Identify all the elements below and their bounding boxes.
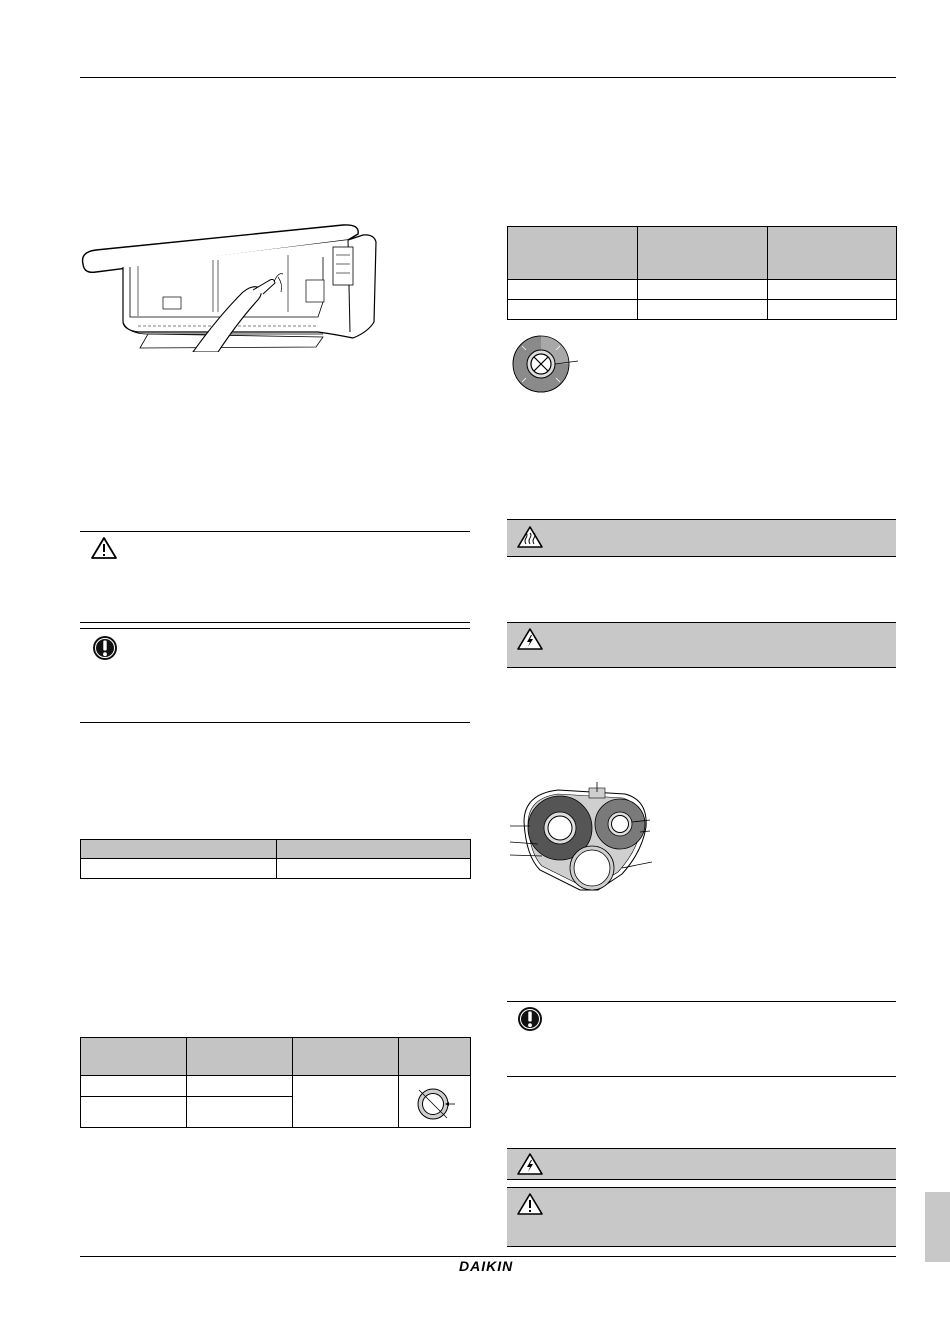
- exclamation-circle-icon: [517, 1006, 543, 1032]
- spec-table-3-cell: [508, 300, 638, 320]
- spec-table-2-cell: [187, 1097, 293, 1128]
- caution-box-bottom-rule: [80, 622, 470, 623]
- notice-box-bottom-rule: [80, 722, 470, 723]
- electric-shock-icon: [516, 1152, 544, 1176]
- spec-table-3-cell: [768, 280, 897, 300]
- spec-table-2-cell: [81, 1097, 187, 1128]
- spec-table-3-header-cell: [768, 227, 897, 280]
- notice-box-right-top-rule: [507, 1001, 896, 1002]
- spec-table-2-header-cell: [399, 1038, 471, 1076]
- pipe-bundle-illustration: [510, 782, 665, 897]
- notice-box-right-bottom-rule: [507, 1076, 896, 1077]
- spec-table-3-cell: [508, 280, 638, 300]
- warning-triangle-icon: [90, 536, 118, 560]
- daikin-logo: DAIKIN: [459, 1258, 514, 1274]
- spec-table-3-cell: [768, 300, 897, 320]
- exclamation-circle-icon: [92, 635, 118, 661]
- spec-table-2-cell: [187, 1076, 293, 1097]
- spec-table-2-icon-cell: [399, 1076, 471, 1128]
- spec-table-3-cell: [638, 280, 768, 300]
- spec-table-2: [80, 1037, 471, 1128]
- hot-surface-caution-band: [507, 519, 896, 557]
- electric-shock-band: [507, 1148, 896, 1180]
- electric-hazard-icon: [516, 627, 544, 651]
- hot-surface-icon: [516, 525, 544, 549]
- caution-box-divider: [126, 532, 127, 622]
- pipe-diameter-icon: [405, 1080, 465, 1126]
- spec-table-3-header-cell: [508, 227, 638, 280]
- chapter-side-tab: [925, 1192, 950, 1262]
- indoor-unit-illustration: [78, 222, 384, 352]
- spec-table-3-header-cell: [638, 227, 768, 280]
- spec-table-2-merged-cell: [293, 1076, 399, 1128]
- notice-box-top-rule: [80, 628, 470, 629]
- warning-triangle-icon: [516, 1192, 544, 1216]
- warning-band: [507, 1187, 896, 1247]
- electric-caution-band: [507, 622, 896, 668]
- caution-box-top-rule: [80, 531, 470, 532]
- spec-table-2-header-cell: [187, 1038, 293, 1076]
- spec-table-1-header-cell: [81, 840, 277, 859]
- spec-table-2-header-cell: [293, 1038, 399, 1076]
- spec-table-3-cell: [638, 300, 768, 320]
- spec-table-2-cell: [81, 1076, 187, 1097]
- spec-table-1-cell: [277, 859, 471, 879]
- footer-rule: [80, 1256, 896, 1257]
- spec-table-1: [80, 839, 471, 879]
- spec-table-3: [507, 226, 897, 320]
- spec-table-1-cell: [81, 859, 277, 879]
- spec-table-2-header-cell: [81, 1038, 187, 1076]
- spec-table-1-header-cell: [277, 840, 471, 859]
- header-rule: [80, 77, 896, 78]
- pipe-cross-section-illustration: [508, 330, 588, 396]
